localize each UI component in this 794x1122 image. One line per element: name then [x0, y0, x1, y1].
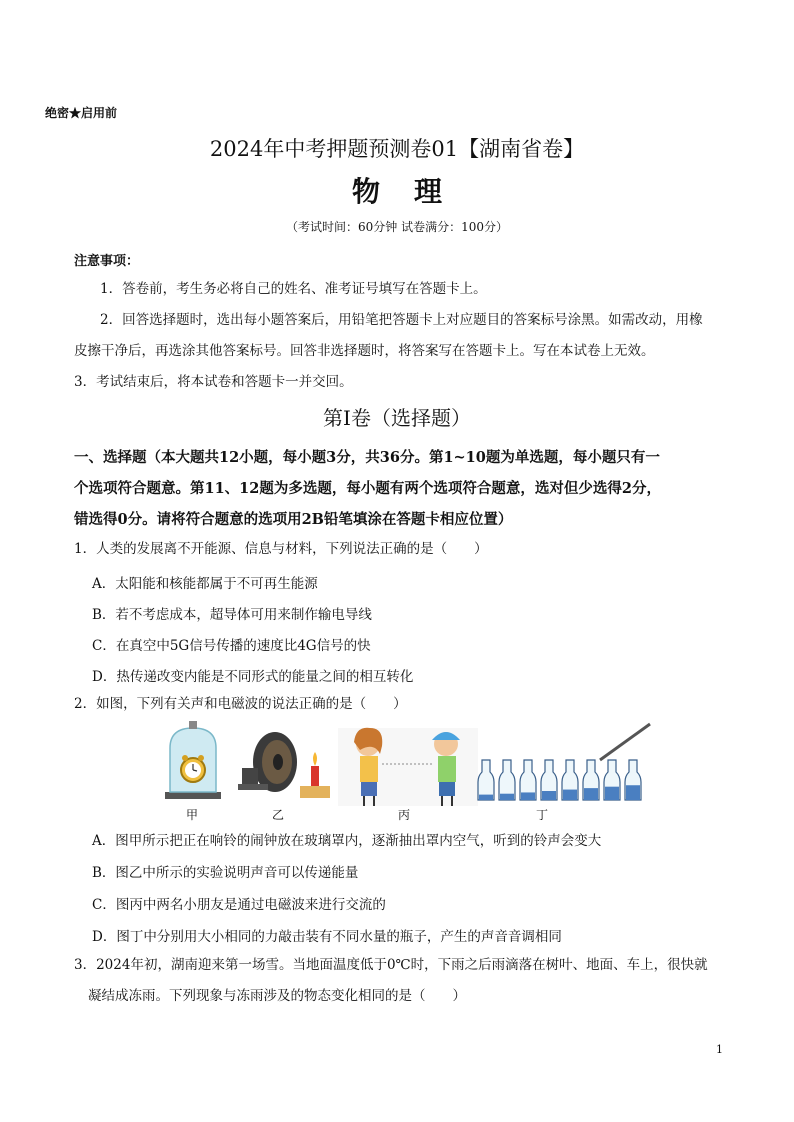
section-instructions-line3: 错选得0分。请将符合题意的选项用2B铅笔填涂在答题卡相应位置）	[74, 511, 513, 528]
page-number: 1	[716, 1043, 723, 1056]
secret-label: 绝密★启用前	[45, 106, 118, 120]
q1-stem: 1．人类的发展离不开能源、信息与材料，下列说法正确的是（ ）	[74, 541, 488, 557]
q3-stem-line1: 3．2024年初，湖南迎来第一场雪。当地面温度低于0℃时，下雨之后雨滴落在树叶、地面、车上，很快就	[74, 957, 708, 973]
string-telephone-children-illustration	[338, 728, 478, 806]
q3-stem-line2: 凝结成冻雨。下列现象与冻雨涉及的物态变化相同的是（ ）	[88, 988, 466, 1004]
notice-heading: 注意事项：	[74, 254, 140, 269]
notice-item-1: 1．答卷前，考生务必将自己的姓名、准考证号填写在答题卡上。	[100, 281, 487, 297]
section-title: 第Ⅰ卷（选择题）	[323, 406, 471, 430]
q1-option-b: B．若不考虑成本，超导体可用来制作输电导线	[92, 607, 372, 623]
q1-option-a: A．太阳能和核能都属于不可再生能源	[92, 576, 318, 592]
bottle	[562, 760, 578, 800]
q1-option-d: D．热传递改变内能是不同形式的能量之间的相互转化	[92, 669, 414, 685]
q1-option-c: C．在真空中5G信号传播的速度比4G信号的快	[92, 638, 371, 654]
q2-option-a: A．图甲所示把正在响铃的闹钟放在玻璃罩内，逐渐抽出罩内空气，听到的铃声会变大	[92, 833, 602, 849]
q2-option-b: B．图乙中所示的实验说明声音可以传递能量	[92, 865, 359, 881]
q2-option-d: D．图丁中分别用大小相同的力敲击装有不同水量的瓶子，产生的声音音调相同	[92, 929, 562, 945]
bottle	[520, 760, 536, 800]
subject-title: 物理	[351, 175, 476, 208]
bottle	[604, 760, 620, 800]
figure-label-ding: 丁	[536, 808, 549, 822]
bottle	[499, 760, 515, 800]
figure-label-bing: 丙	[398, 808, 411, 822]
time-info: （考试时间：60分钟 试卷满分：100分）	[286, 220, 508, 234]
water-bottles-illustration	[478, 724, 650, 800]
q2-stem: 2．如图，下列有关声和电磁波的说法正确的是（ ）	[74, 696, 407, 712]
bottle	[478, 760, 494, 800]
notice-item-2-line2: 皮擦干净后，再选涂其他答案标号。回答非选择题时，将答案写在答题卡上。写在本试卷上无效。	[74, 343, 655, 359]
figure-label-jia: 甲	[186, 808, 199, 822]
figure-label-yi: 乙	[272, 808, 285, 822]
bottle	[625, 760, 641, 800]
bottle	[583, 760, 599, 800]
speaker-candle-illustration	[238, 732, 330, 798]
exam-title: 2024年中考押题预测卷01【湖南省卷】	[209, 137, 585, 161]
notice-item-3: 3．考试结束后，将本试卷和答题卡一并交回。	[74, 374, 353, 390]
q2-option-c: C．图丙中两名小朋友是通过电磁波来进行交流的	[92, 897, 386, 913]
section-instructions-line1: 一、选择题（本大题共12小题，每小题3分，共36分。第1~10题为单选题，每小题只有一	[74, 449, 660, 466]
section-instructions-line2: 个选项符合题意。第11、12题为多选题，每小题有两个选项符合题意，选对但少选得2分，	[74, 480, 661, 497]
bottle	[541, 760, 557, 800]
q2-figure	[160, 720, 660, 820]
notice-item-2-line1: 2．回答选择题时，选出每小题答案后，用铅笔把答题卡上对应题目的答案标号涂黑。如需改动，用橡	[100, 312, 703, 328]
bell-jar-clock-illustration	[165, 721, 221, 799]
